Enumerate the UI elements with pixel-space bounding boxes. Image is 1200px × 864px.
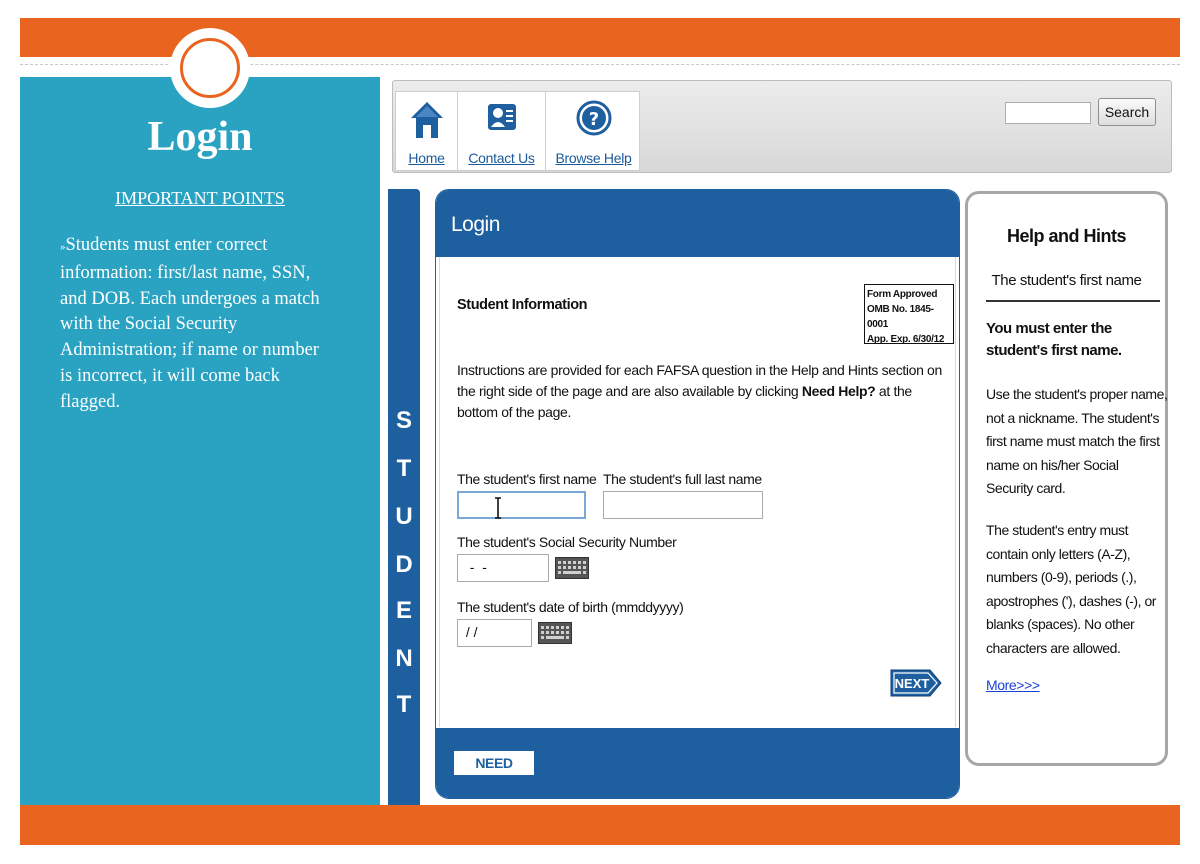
more-link[interactable]: More>>> <box>986 677 1040 693</box>
instructions-need-help: Need Help? <box>801 383 876 399</box>
circle-ring <box>180 38 240 98</box>
help-bold-text: You must enter the student's first name. <box>986 320 1122 359</box>
next-button-label: NEXT <box>894 676 930 691</box>
strip-letter: T <box>396 691 412 718</box>
strip-letter: T <box>396 455 412 482</box>
decorative-circle <box>170 28 250 108</box>
nav-contact-us-label: Contact Us <box>468 150 535 166</box>
instructions-text <box>457 360 947 423</box>
login-title: Login <box>451 213 500 236</box>
keypad-icon[interactable] <box>555 557 589 579</box>
contact-card-icon <box>482 98 522 142</box>
help-divider <box>986 300 1160 302</box>
nav-browse-help[interactable] <box>546 92 641 170</box>
slide-subtitle: IMPORTANT POINTS <box>115 188 285 208</box>
instructions-post: at the bottom of the page. <box>457 383 912 420</box>
student-side-strip <box>388 189 420 805</box>
login-header <box>436 190 959 257</box>
ssn-label: The student's Social Security Number <box>457 534 677 550</box>
nav-browse-help-label: Browse Help <box>555 150 632 166</box>
dob-label: The student's date of birth (mmddyyyy) <box>457 599 684 615</box>
nav-icon-group <box>395 91 640 171</box>
help-title: Help and Hints <box>1006 226 1126 246</box>
top-navigation-bar <box>392 80 1172 173</box>
strip-letter: U <box>395 503 413 530</box>
first-name-field[interactable] <box>457 491 586 519</box>
need-help-button[interactable]: NEED HELP? <box>454 751 534 775</box>
nav-home[interactable] <box>396 92 458 170</box>
slide-bullet-text: Students must enter correct information: first/last name, SSN, and DOB. Each undergoes a match with the Social Security Administration; if name or number is incorrect, it will come back flagged. <box>60 235 320 412</box>
ssn-field[interactable]: - - <box>457 554 549 582</box>
help-question-icon <box>574 98 614 142</box>
strip-letter: N <box>395 645 413 672</box>
help-paragraph: Use the student's proper name, not a nickname. The student's first name must match the first name on his/her Social Security card. <box>986 386 1168 497</box>
last-name-field[interactable] <box>603 491 763 519</box>
form-approved-line: OMB No. 1845-0001 <box>867 304 934 330</box>
keyboard-icon <box>556 558 588 578</box>
svg-text:?: ? <box>588 109 599 130</box>
dob-field[interactable]: / / <box>457 619 532 647</box>
slide-side-panel <box>20 77 380 805</box>
section-title: Student Information <box>457 297 588 313</box>
slide-body-text <box>60 233 335 416</box>
strip-letter: D <box>395 551 413 578</box>
bottom-accent-bar <box>20 805 1180 845</box>
bullet-icon: » <box>60 241 66 253</box>
login-panel <box>435 189 960 799</box>
search-input[interactable] <box>1005 102 1091 124</box>
help-paragraph: The student's entry must contain only letters (A-Z), numbers (0-9), periods (.), apostrophes ('), dashes (-), or blanks (spaces). No other characters are allowed. <box>986 522 1157 656</box>
first-name-label: The student's first name <box>457 471 597 487</box>
fafsa-screenshot <box>385 77 1180 805</box>
search-button[interactable]: Search <box>1098 98 1156 126</box>
text-cursor-icon <box>494 497 502 519</box>
keypad-icon[interactable] <box>538 622 572 644</box>
form-approved-line: Form Approved <box>867 289 938 300</box>
strip-letter: E <box>395 597 412 624</box>
keyboard-icon <box>539 623 571 643</box>
help-subtitle: The student's first name <box>991 272 1142 289</box>
login-footer <box>436 728 959 799</box>
form-approved-line: App. Exp. 6/30/12 <box>867 334 945 345</box>
instructions-pre: Instructions are provided for each FAFSA question in the Help and Hints section on the right side of the page and are also available by clicking <box>457 362 942 399</box>
login-form <box>439 257 956 727</box>
help-and-hints-panel <box>965 191 1168 766</box>
nav-home-label: Home <box>408 150 445 166</box>
form-approved-box <box>864 284 954 344</box>
slide-title: Login <box>147 114 253 160</box>
nav-contact-us[interactable] <box>458 92 546 170</box>
home-icon <box>407 98 447 142</box>
next-button[interactable] <box>890 669 942 697</box>
strip-letter: S <box>395 407 412 434</box>
last-name-label: The student's full last name <box>603 471 762 487</box>
